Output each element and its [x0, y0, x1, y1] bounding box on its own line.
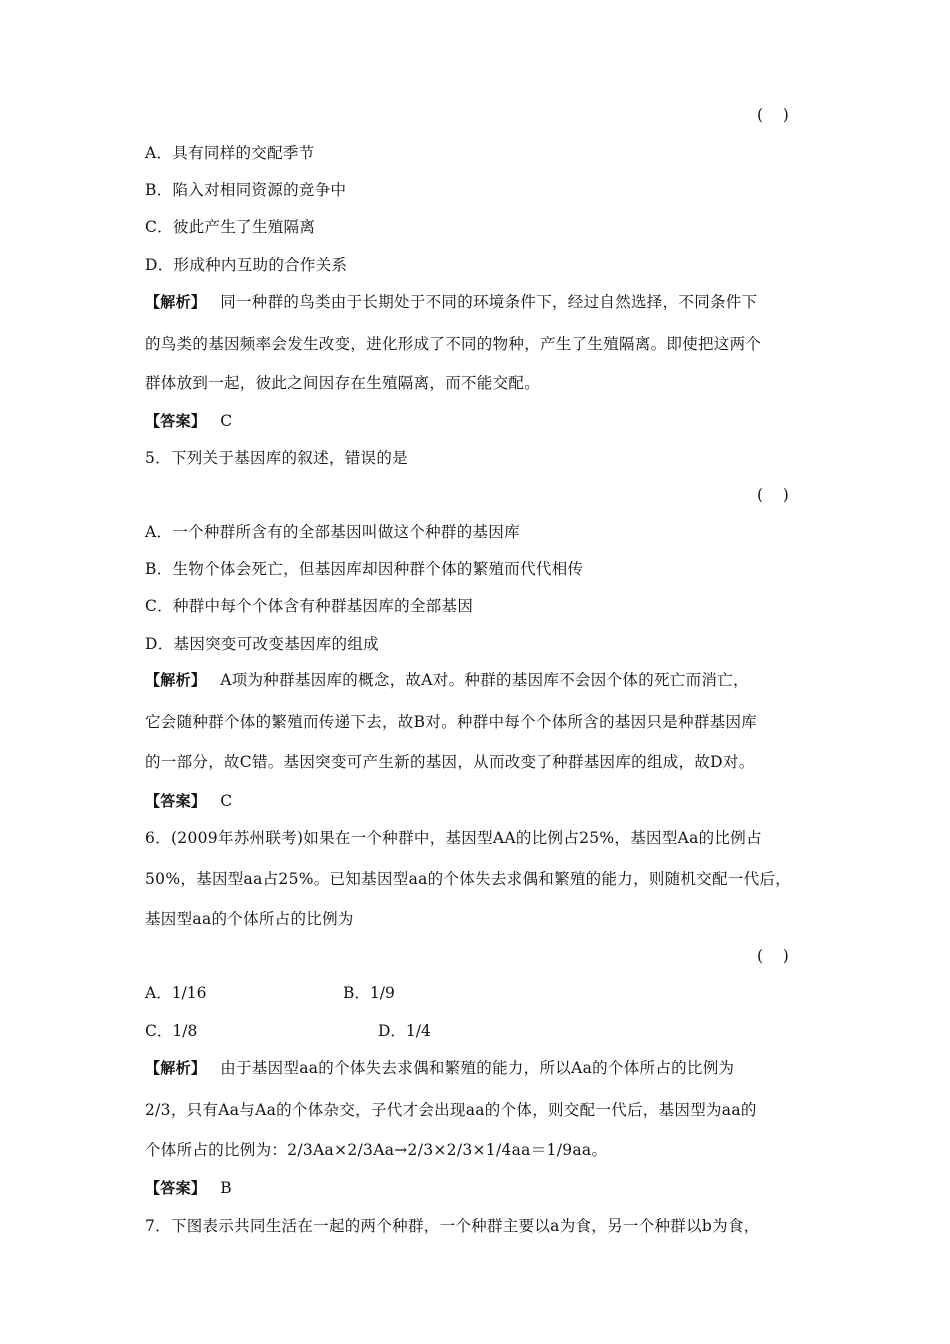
answer-value: C	[220, 412, 233, 430]
answer-label: 【答案】	[145, 412, 207, 430]
answer-value: C	[220, 792, 233, 810]
analysis-label: 【解析】	[145, 293, 207, 311]
option-b: B．陷入对相同资源的竞争中	[145, 181, 347, 199]
answer-bracket: ( )	[757, 106, 789, 124]
option-d: D．基因突变可改变基因库的组成	[145, 635, 379, 653]
option-d: D．形成种内互助的合作关系	[145, 256, 348, 274]
option-d: D．1/4	[378, 1022, 431, 1040]
analysis-line: 它会随种群个体的繁殖而传递下去，故B对。种群中每个个体所含的基因只是种群基因库	[145, 713, 758, 731]
answer-label: 【答案】	[145, 1179, 207, 1197]
answer-value: B	[220, 1179, 232, 1197]
question-stem: 50%，基因型aa占25%。已知基因型aa的个体失去求偶和繁殖的能力，则随机交配一代后，	[145, 870, 792, 888]
option-b: B．生物个体会死亡，但基因库却因种群个体的繁殖而代代相传	[145, 560, 584, 578]
question-stem: 6．(2009年苏州联考)如果在一个种群中，基因型AA的比例占25%，基因型Aa的比例占	[145, 829, 762, 847]
option-a: A．具有同样的交配季节	[145, 144, 315, 162]
option-c: C．种群中每个个体含有种群基因库的全部基因	[145, 597, 474, 615]
answer-label: 【答案】	[145, 792, 207, 810]
question-stem: 7．下图表示共同生活在一起的两个种群，一个种群主要以a为食，另一个种群以b为食，	[145, 1217, 760, 1235]
answer-line	[145, 411, 232, 431]
analysis-label: 【解析】	[145, 1059, 207, 1077]
analysis-line: 【解析】 同一种群的鸟类由于长期处于不同的环境条件下，经过自然选择，不同条件下	[145, 293, 758, 311]
question-stem: 基因型aa的个体所占的比例为	[145, 910, 354, 928]
option-a: A．1/16	[145, 984, 207, 1002]
option-c: C．彼此产生了生殖隔离	[145, 218, 316, 236]
option-a: A．一个种群所含有的全部基因叫做这个种群的基因库	[145, 523, 520, 541]
analysis-line: 【解析】 A项为种群基因库的概念，故A对。种群的基因库不会因个体的死亡而消亡，	[145, 671, 749, 689]
analysis-line: 群体放到一起，彼此之间因存在生殖隔离，而不能交配。	[145, 374, 541, 392]
option-b: B．1/9	[343, 984, 395, 1002]
analysis-line: 的鸟类的基因频率会发生改变，进化形成了不同的物种，产生了生殖隔离。即使把这两个	[145, 335, 762, 353]
answer-line	[145, 791, 232, 811]
analysis-label: 【解析】	[145, 671, 207, 689]
question-stem: 5．下列关于基因库的叙述，错误的是	[145, 449, 408, 467]
analysis-line: 个体所占的比例为：2/3Aa×2/3Aa→2/3×2/3×1/4aa＝1/9aa。	[145, 1141, 608, 1159]
analysis-line: 2/3，只有Aa与Aa的个体杂交，子代才会出现aa的个体，则交配一代后，基因型为aa的	[145, 1101, 757, 1119]
answer-bracket: ( )	[757, 947, 789, 965]
analysis-line: 的一部分，故C错。基因突变可产生新的基因，从而改变了种群基因库的组成，故D对。	[145, 753, 755, 771]
option-c: C．1/8	[145, 1022, 198, 1040]
answer-line	[145, 1178, 232, 1198]
analysis-line: 【解析】 由于基因型aa的个体失去求偶和繁殖的能力，所以Aa的个体所占的比例为	[145, 1059, 735, 1077]
answer-bracket: ( )	[757, 486, 789, 504]
